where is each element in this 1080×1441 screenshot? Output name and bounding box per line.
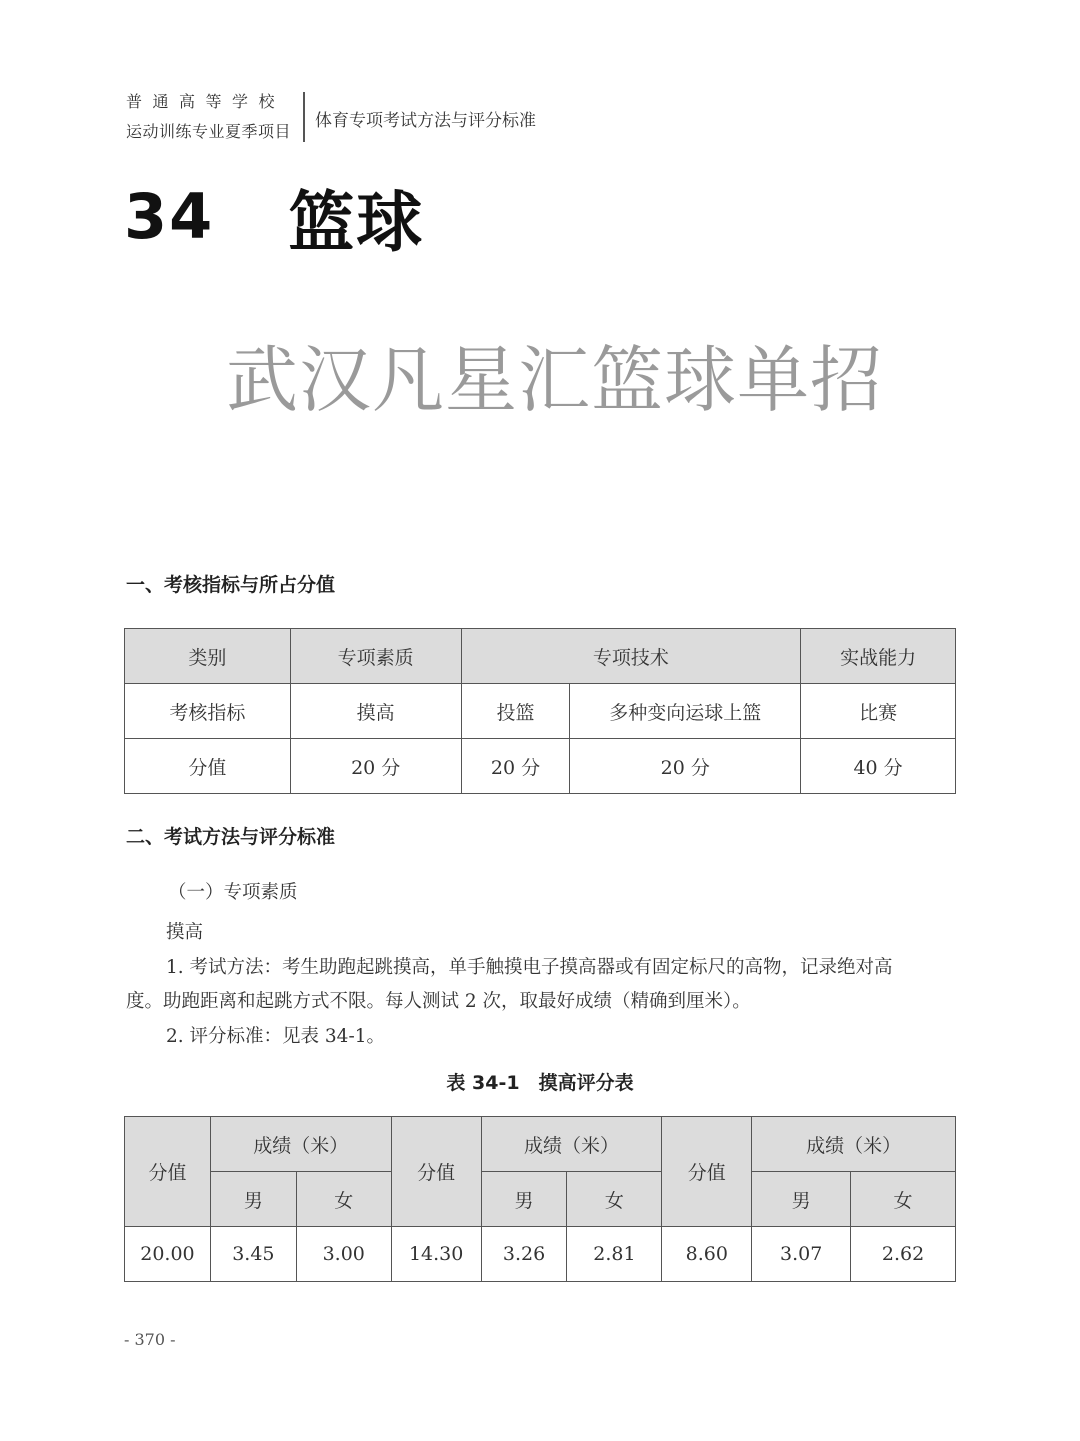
- table-cell: 多种变向运球上篮: [570, 684, 801, 739]
- section2-heading: 二、考试方法与评分标准: [126, 826, 336, 848]
- male-header: 男: [481, 1172, 567, 1227]
- female-header: 女: [851, 1172, 956, 1227]
- table-cell: 20 分: [461, 739, 570, 794]
- chapter-name: 篮球: [288, 183, 425, 261]
- table-cell: 投篮: [461, 684, 570, 739]
- table-header-row: [125, 1172, 956, 1227]
- chapter-title: [124, 176, 425, 261]
- table-cell: 专项技术: [461, 629, 801, 684]
- touch-height-score-table: [124, 1116, 956, 1282]
- table-cell: 20 分: [290, 739, 461, 794]
- running-header: [126, 92, 536, 142]
- score-header: 分值: [662, 1117, 752, 1227]
- watermark-text: 武汉凡星汇篮球单招: [226, 338, 884, 422]
- table-cell: 3.07: [752, 1227, 851, 1282]
- subsection-heading: （一）专项素质: [168, 882, 298, 903]
- section1-heading: 一、考核指标与所占分值: [126, 574, 336, 596]
- male-header: 男: [210, 1172, 296, 1227]
- table-cell: 2.81: [567, 1227, 662, 1282]
- table-cell: 专项素质: [290, 629, 461, 684]
- running-header-left: [126, 92, 291, 142]
- chapter-number: 34: [124, 179, 215, 253]
- result-header: 成绩（米）: [481, 1117, 662, 1172]
- table-header-row: [125, 629, 956, 684]
- standard-paragraph: 2. 评分标准：见表 34-1。: [166, 1026, 385, 1047]
- table-cell: 20 分: [570, 739, 801, 794]
- score-header: 分值: [391, 1117, 481, 1227]
- table-cell: 3.45: [210, 1227, 296, 1282]
- table-row: [125, 739, 956, 794]
- table-row: [125, 684, 956, 739]
- female-header: 女: [296, 1172, 391, 1227]
- table-cell: 40 分: [801, 739, 956, 794]
- result-header: 成绩（米）: [752, 1117, 956, 1172]
- table-cell: 分值: [125, 739, 291, 794]
- table-cell: 20.00: [125, 1227, 211, 1282]
- female-header: 女: [567, 1172, 662, 1227]
- table-cell: 8.60: [662, 1227, 752, 1282]
- method-paragraph-line1: 1. 考试方法：考生助跑起跳摸高，单手触摸电子摸高器或有固定标尺的高物，记录绝对高: [166, 957, 893, 978]
- running-header-program: 运动训练专业夏季项目: [126, 122, 292, 141]
- item-heading: 摸高: [166, 922, 204, 943]
- table-cell: 3.00: [296, 1227, 391, 1282]
- score-header: 分值: [125, 1117, 211, 1227]
- scoring-weights-table: [124, 628, 956, 794]
- table-cell: 摸高: [290, 684, 461, 739]
- table-caption: 表 34-1 摸高评分表: [446, 1072, 634, 1094]
- table-cell: 类别: [125, 629, 291, 684]
- table-row: [125, 1227, 956, 1282]
- table-cell: 3.26: [481, 1227, 567, 1282]
- method-paragraph-line2: 度。助跑距离和起跳方式不限。每人测试 2 次，取最好成绩（精确到厘米）。: [126, 991, 751, 1012]
- table-cell: 考核指标: [125, 684, 291, 739]
- result-header: 成绩（米）: [210, 1117, 391, 1172]
- page-number: - 370 -: [124, 1330, 176, 1349]
- table-cell: 14.30: [391, 1227, 481, 1282]
- male-header: 男: [752, 1172, 851, 1227]
- table-cell: 2.62: [851, 1227, 956, 1282]
- running-header-title: 体育专项考试方法与评分标准: [315, 110, 537, 131]
- table-header-row: [125, 1117, 956, 1172]
- table-cell: 比赛: [801, 684, 956, 739]
- table-cell: 实战能力: [801, 629, 956, 684]
- running-header-school: 普通高等学校: [126, 92, 286, 111]
- running-header-divider: [303, 92, 305, 142]
